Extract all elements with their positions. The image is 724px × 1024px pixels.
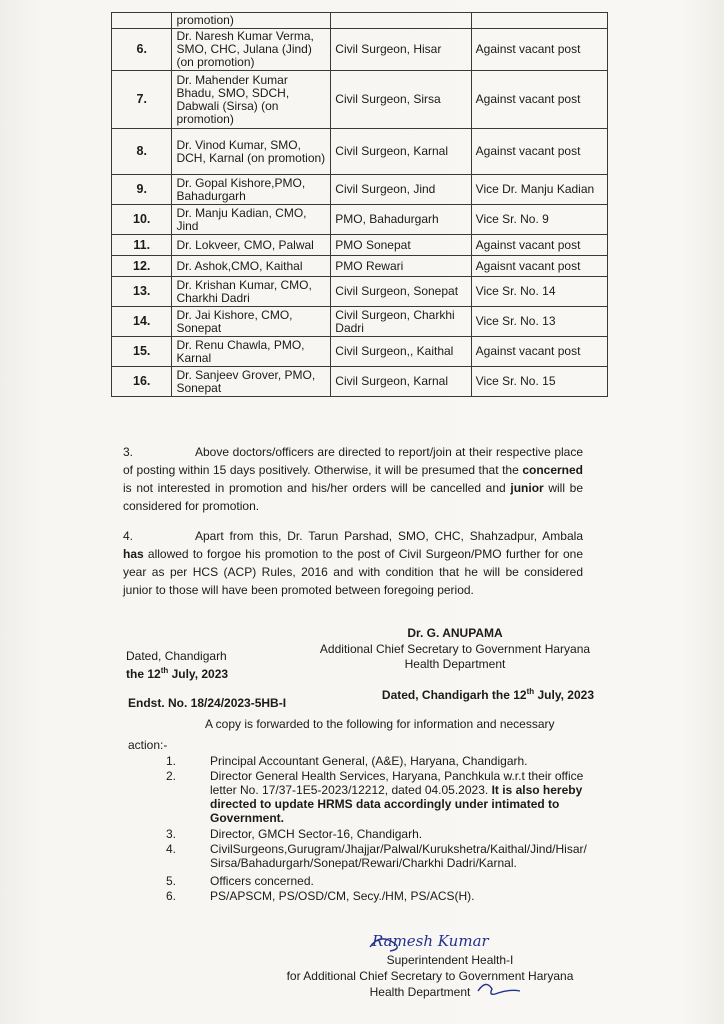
serial-number-cell: 6.	[112, 29, 172, 71]
list-item-text-plain: Officers concerned.	[210, 874, 314, 888]
endorsement-date-suffix: July, 2023	[534, 688, 594, 702]
remark-cell: Against vacant post	[471, 337, 607, 367]
officer-name-cell: Dr. Lokveer, CMO, Palwal	[172, 235, 331, 256]
posting-place-cell: Civil Surgeon, Sirsa	[331, 71, 471, 129]
paragraph-3-number: 3.	[123, 445, 134, 459]
signatory-department: Health Department	[404, 657, 506, 671]
serial-number-cell: 7.	[112, 71, 172, 129]
serial-number-cell: 10.	[112, 205, 172, 235]
list-item-number: 1.	[166, 754, 177, 768]
remark-cell: Vice Sr. No. 9	[471, 205, 607, 235]
remark-cell: Vice Sr. No. 15	[471, 367, 607, 397]
list-item-number: 2.	[166, 769, 177, 783]
posting-place-cell: Civil Surgeon, Karnal	[331, 129, 471, 175]
posting-place-cell: PMO Rewari	[331, 256, 471, 277]
officer-name-cell: Dr. Ashok,CMO, Kaithal	[172, 256, 331, 277]
handwritten-signature: Ramesh Kumar	[372, 932, 489, 950]
paragraph-3-text-c: will be considered for promotion.	[123, 481, 584, 513]
posting-place-cell: PMO Sonepat	[331, 235, 471, 256]
paragraph-4-text-b: allowed to forgoe his promotion to the post of Civil Surgeon/PMO further for one year as per HCS (ACP) Rules, 2016 and with condition that he will be considered junior to those will have been promoted between foregoing period.	[123, 547, 583, 597]
paragraph-3-text-a: Above doctors/officers are directed to report/join at their respective place of posting within 15 days positively. Otherwise, it will be presumed that the	[123, 445, 583, 477]
serial-number-cell: 16.	[112, 367, 172, 397]
paragraph-4-text-a: Apart from this, Dr. Tarun Parshad, SMO, CHC, Shahzadpur, Ambala	[195, 529, 583, 543]
endorsement-date-prefix: Dated, Chandigarh the 12	[381, 688, 527, 702]
officer-name-cell: Dr. Renu Chawla, PMO, Karnal	[172, 337, 331, 367]
list-item-text-plain: PS/APSCM, PS/OSD/CM, Secy./HM, PS/ACS(H).	[210, 889, 475, 903]
list-item-number: 3.	[166, 827, 177, 841]
remark-cell: Against vacant post	[471, 29, 607, 71]
officer-name-cell: Dr. Krishan Kumar, CMO, Charkhi Dadri	[172, 277, 331, 307]
officer-name-cell: promotion)	[172, 13, 331, 29]
serial-number-cell: 15.	[112, 337, 172, 367]
serial-number-cell: 9.	[112, 175, 172, 205]
serial-number-cell: 12.	[112, 256, 172, 277]
list-item-number: 4.	[166, 842, 177, 856]
paragraph-3-bold-a: concerned	[522, 463, 583, 477]
officer-name-cell: Dr. Vinod Kumar, SMO, DCH, Karnal (on promotion)	[172, 129, 331, 175]
endorsement-date-sup: th	[526, 687, 535, 696]
serial-number-cell: 11.	[112, 235, 172, 256]
signatory-designation: Additional Chief Secretary to Government Haryana	[319, 642, 591, 656]
remark-cell: Agaisnt vacant post	[471, 256, 607, 277]
list-item-text-plain: CivilSurgeons,Gurugram/Jhajjar/Palwal/Kurukshetra/Kaithal/Jind/Hisar/ Sirsa/Bahadurgarh/Sonepat/Rewari/Charkhi Dadri/Karnal.	[210, 842, 587, 870]
dated-date-sup: th	[160, 666, 169, 675]
copy-action: action:-	[128, 738, 168, 752]
officer-name-cell: Dr. Gopal Kishore,PMO, Bahadurgarh	[172, 175, 331, 205]
list-item-number: 5.	[166, 874, 177, 888]
officer-name-cell: Dr. Sanjeev Grover, PMO, Sonepat	[172, 367, 331, 397]
posting-place-cell: PMO, Bahadurgarh	[331, 205, 471, 235]
serial-number-cell: 13.	[112, 277, 172, 307]
posting-place-cell: Civil Surgeon, Karnal	[331, 367, 471, 397]
dated-place: Dated, Chandigarh	[126, 649, 227, 663]
posting-place-cell: Civil Surgeon, Charkhi Dadri	[331, 307, 471, 337]
posting-place-cell: Civil Surgeon, Hisar	[331, 29, 471, 71]
copy-intro: A copy is forwarded to the following for information and necessary	[205, 717, 555, 731]
remark-cell: Against vacant post	[471, 129, 607, 175]
officer-name-cell: Dr. Naresh Kumar Verma, SMO, CHC, Julana (Jind) (on promotion)	[172, 29, 331, 71]
officer-name-cell: Dr. Mahender Kumar Bhadu, SMO, SDCH, Dabwali (Sirsa) (on promotion)	[172, 71, 331, 129]
remark-cell: Vice Dr. Manju Kadian	[471, 175, 607, 205]
dated-date-prefix: the 12	[126, 667, 161, 681]
footer-line-2: for Additional Chief Secretary to Government Haryana	[286, 969, 574, 983]
footer-line-3: Health Department	[369, 985, 471, 999]
serial-number-cell: 8.	[112, 129, 172, 175]
remark-cell: Against vacant post	[471, 235, 607, 256]
paragraph-4-bold-a: has	[123, 547, 144, 561]
remark-cell: Vice Sr. No. 14	[471, 277, 607, 307]
signatory-name: Dr. G. ANUPAMA	[407, 626, 503, 640]
footer-title: Superintendent Health-I	[386, 953, 514, 967]
dated-date-suffix: July, 2023	[168, 667, 229, 681]
posting-place-cell: Civil Surgeon, Jind	[331, 175, 471, 205]
list-item-text-bold: It is also hereby directed to update HRMS data accordingly under intimated to Government.	[210, 783, 583, 825]
remark-cell: Vice Sr. No. 13	[471, 307, 607, 337]
list-item-text-plain: Principal Accountant General, (A&E), Haryana, Chandigarh.	[210, 754, 528, 768]
serial-number-cell: 14.	[112, 307, 172, 337]
paragraph-3-bold-b: junior	[510, 481, 544, 495]
list-item-text-plain: Director General Health Services, Haryana, Panchkula w.r.t their office letter No. 17/37-1E5-2023/12212, dated 04.05.2023.	[210, 769, 584, 797]
posting-place-cell: Civil Surgeon, Sonepat	[331, 277, 471, 307]
paragraph-3-text-b: is not interested in promotion and his/her orders will be cancelled and	[123, 481, 511, 495]
list-item-text-plain: Director, GMCH Sector-16, Chandigarh.	[210, 827, 423, 841]
posting-place-cell: Civil Surgeon,, Kaithal	[331, 337, 471, 367]
paragraph-4-number: 4.	[123, 529, 134, 543]
officer-name-cell: Dr. Manju Kadian, CMO, Jind	[172, 205, 331, 235]
list-item-number: 6.	[166, 889, 177, 903]
remark-cell: Against vacant post	[471, 71, 607, 129]
endorsement-number: Endst. No. 18/24/2023-5HB-I	[128, 696, 287, 710]
officer-name-cell: Dr. Jai Kishore, CMO, Sonepat	[172, 307, 331, 337]
